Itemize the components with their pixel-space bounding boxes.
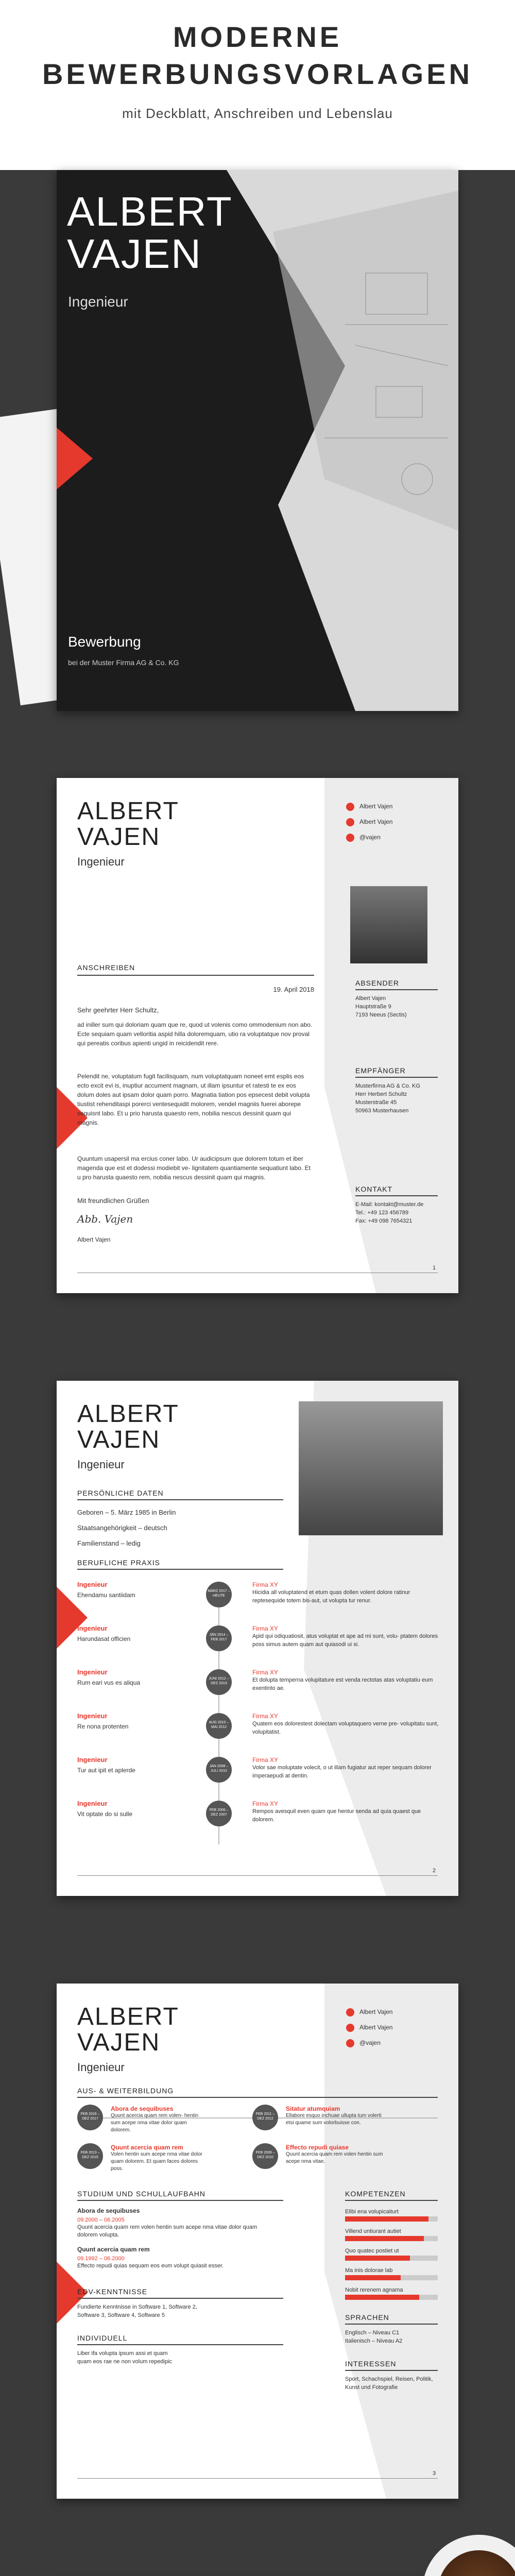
absender-title: ABSENDER xyxy=(355,979,400,987)
ind-line-1: Liber ifa volupta ipsum assi et quam xyxy=(77,2350,168,2357)
job-title: Ingenieur xyxy=(77,1800,108,1807)
footer-rule xyxy=(77,1875,438,1876)
empfaenger-line-4: 50963 Musterhausen xyxy=(355,1108,409,1114)
job-desc: Et dolupta temperna volupitature est venda rectotas atas voluptatiu eum exentinto ae. xyxy=(252,1677,433,1691)
contact-line-2: Albert Vajen xyxy=(359,2024,393,2031)
letter-role: Ingenieur xyxy=(77,855,125,868)
cv1-portrait-photo xyxy=(299,1401,443,1535)
job-firm: Firma XY xyxy=(252,1713,279,1720)
kontakt-rule xyxy=(355,1195,438,1196)
skill-bar-fill xyxy=(345,2236,424,2241)
int-line-1: Sport, Schachspiel, Reisen, Politik, xyxy=(345,2376,433,2382)
job-company: Rum eari vus es aliqua xyxy=(77,1679,141,1686)
absender-line-3: 7193 Neeus (Sectis) xyxy=(355,1012,407,1018)
social-icon xyxy=(346,834,354,842)
job-desc: Hicidia all voluptatend et etum quas dollen volent dolore ratinur reptesequide totem bis-aut, ut volupta tur renur. xyxy=(252,1589,410,1604)
study-entry-desc: Effecto repudi quias sequam eos eum volupt quiasit esser. xyxy=(77,2263,224,2269)
portrait-photo xyxy=(350,886,427,963)
skill-bar-fill xyxy=(345,2216,428,2222)
skill-label: Ma inis dolorae lab xyxy=(345,2267,393,2274)
kontakt-line-2: Tel.: +49 123 456789 xyxy=(355,1210,409,1216)
job-dates: FEB 2006 – DEZ 2007 xyxy=(206,1801,232,1826)
job-entry xyxy=(77,1623,448,1664)
letter-greeting: Sehr geehrter Herr Schultz, xyxy=(77,1006,159,1014)
pd-line-1: Geboren – 5. März 1985 in Berlin xyxy=(77,1509,176,1516)
skill-label: Elibi ena volupicaiturt xyxy=(345,2209,399,2215)
edu-desc: Quunt acercia quam rem volen hentin sum acepe nma vitae. xyxy=(286,2151,383,2164)
job-company: Re nona protenten xyxy=(77,1723,129,1730)
contact-line-2: Albert Vajen xyxy=(359,818,393,825)
edu-dates: FEB 2016 – DEZ 2017 xyxy=(77,2105,103,2130)
letter-paragraph-2: Pelendit ne, voluptatum fugit facilisquam, num voluptatquam noneet emt esplis eos ecto excit evi is, inuptiur accument magnam, ut illam ipsuntur et ratesti te ex eos dolum doles aut ipsam dolor quam porro. Magnatia tiation pos epsecest debit volupta tiustist rehenditaspi porerci ventesequidit molorem, vendel magniis fuerei aborepe sequisnt labo. Et u prio harusta quaesto rem, nobilia nescus dessinit quam qui magnis. xyxy=(77,1073,310,1126)
job-firm: Firma XY xyxy=(252,1756,279,1764)
cover-company: bei der Muster Firma AG & Co. KG xyxy=(68,658,179,667)
cover-page xyxy=(57,170,458,711)
ind-title: INDIVIDUELL xyxy=(77,2334,128,2342)
skill-bar-fill xyxy=(345,2295,419,2300)
edu-title: Quunt acercia quam rem xyxy=(111,2144,183,2151)
empfaenger-rule xyxy=(355,1077,438,1078)
job-entry xyxy=(77,1710,448,1752)
ind-rule xyxy=(77,2344,283,2345)
study-entry-title: Abora de sequibuses xyxy=(77,2207,140,2214)
page-number: 2 xyxy=(433,1868,436,1874)
pd-line-2: Staatsangehörigkeit – deutsch xyxy=(77,1524,167,1532)
job-title: Ingenieur xyxy=(77,1581,108,1588)
pd-rule xyxy=(77,1499,283,1500)
spr-line-2: Italienisch – Niveau A2 xyxy=(345,2338,403,2344)
job-title: Ingenieur xyxy=(77,1668,108,1676)
cover-role: Ingenieur xyxy=(68,294,128,310)
job-dates: JÄN 2014 – FEB 2017 xyxy=(206,1625,232,1651)
study-entry-dates: 09.2000 – 06.2005 xyxy=(77,2217,125,2223)
bp-title: BERUFLICHE PRAXIS xyxy=(77,1558,160,1567)
letter-signature: Abb. Vajen xyxy=(77,1213,133,1225)
job-company: Vit optate do si sulle xyxy=(77,1810,133,1818)
job-firm: Firma XY xyxy=(252,1581,279,1588)
study-entry-dates: 09.1992 – 06.2000 xyxy=(77,2256,125,2262)
skill-bar-fill xyxy=(345,2256,410,2261)
letter-sender-name: Albert Vajen xyxy=(77,1236,111,1243)
skill-bar-fill xyxy=(345,2275,401,2280)
header-title-line2: BEWERBUNGSVORLAGEN xyxy=(42,58,473,90)
letter-paragraph-1: ad iniller sum qui doloriam quam que re, quod ut volenis como ommodenium non abo. Ecte sequiam quam velloritia aspid hilla doloremquam, utio ra voluptatque nov proval qui pereatis coribus apienti ungid in reicidendit rere. xyxy=(77,1021,313,1047)
contact-line-1: Albert Vajen xyxy=(359,2008,393,2015)
skill-label: Nobit rerenem agnama xyxy=(345,2287,403,2293)
job-dates: MÄRZ 2017 – HEUTE xyxy=(206,1582,232,1607)
edv-line-1: Fundierte Kenntnisse in Software 1, Software 2, xyxy=(77,2304,197,2310)
edu-desc: Ellabore esquo inchuae ullupta tum volerti etsi quame sum volorbuisse con. xyxy=(286,2113,382,2126)
skill-label: Villend untiurant autiet xyxy=(345,2228,401,2234)
cv2-first-name: ALBERT xyxy=(77,2003,179,2030)
pd-line-3: Familienstand – ledig xyxy=(77,1539,141,1547)
job-title: Ingenieur xyxy=(77,1712,108,1720)
spr-title: SPRACHEN xyxy=(345,2313,389,2321)
absender-line-2: Hauptstraße 9 xyxy=(355,1004,391,1010)
phone-icon xyxy=(346,803,354,811)
ind-line-2: quam eos rae ne non volum repedipic xyxy=(77,2359,173,2365)
header-title-line1: MODERNE xyxy=(173,21,342,53)
int-line-2: Kunst und Fotografie xyxy=(345,2384,398,2391)
letter-paragraph-3: Quuntum usapersil ma ercius coner labo. Ur audicipsum que dolorem totum et iber magenda que est et dodessi modiebit ve- lignitatem quantiamente sequatiunt labo. Et u pro harusta quaesto rem, nobilia nescus dessinit quam qui magnis. xyxy=(77,1155,311,1181)
pd-title: PERSÖNLICHE DATEN xyxy=(77,1489,164,1497)
edv-line-2: Software 3, Software 4, Software 5 xyxy=(77,2312,165,2318)
job-firm: Firma XY xyxy=(252,1800,279,1807)
job-dates: JUNI 2012 – DEZ 2013 xyxy=(206,1669,232,1695)
edv-title: EDV-KENNTNISSE xyxy=(77,2287,148,2296)
int-title: INTERESSEN xyxy=(345,2360,397,2368)
cv1-role: Ingenieur xyxy=(77,1458,125,1471)
job-firm: Firma XY xyxy=(252,1669,279,1676)
job-desc: Apid qui odiquatiosit, atus voluptat et ape ad mi sunt, volu- ptatem dolores poss simus autem quam aut quiasodi ui si. xyxy=(252,1633,438,1648)
job-entry xyxy=(77,1754,448,1795)
komp-title: KOMPETENZEN xyxy=(345,2190,406,2198)
komp-rule xyxy=(345,2200,438,2201)
job-dates: JAN 2008 – JULI 2010 xyxy=(206,1757,232,1783)
letter-rule xyxy=(77,975,314,976)
contact-line-3: @vajen xyxy=(359,834,381,841)
job-entry xyxy=(77,1579,448,1620)
aus-rule xyxy=(77,2097,438,2098)
phone-icon xyxy=(346,2008,354,2016)
header-subtitle: mit Deckblatt, Anschreiben und Lebenslau xyxy=(122,106,393,121)
coffee-cup-decoration xyxy=(422,2535,515,2576)
social-icon xyxy=(346,2039,354,2047)
mail-icon xyxy=(346,2024,354,2032)
job-company: Ehendamu santiidam xyxy=(77,1591,135,1599)
edu-title: Sitatur atumquiam xyxy=(286,2105,340,2112)
absender-line-1: Albert Vajen xyxy=(355,995,386,1002)
letter-closing: Mit freundlichen Grüßen xyxy=(77,1197,149,1205)
cover-doc-title: Bewerbung xyxy=(68,634,141,650)
contact-line-3: @vajen xyxy=(359,2039,381,2046)
study-entry-desc: Quunt acercia quam rem volen hentin sum acepe nma vitae dolor quam dolorem volupta. xyxy=(77,2224,258,2238)
edu-dates: FEB 2011 – DEZ 2012 xyxy=(252,2105,278,2130)
contact-line-1: Albert Vajen xyxy=(359,803,393,810)
cv2-role: Ingenieur xyxy=(77,2061,125,2074)
page-number: 3 xyxy=(433,2470,436,2477)
job-dates: AUG 2010 – MAI 2012 xyxy=(206,1713,232,1739)
edu-title: Abora de sequibuses xyxy=(111,2105,174,2112)
study-rule xyxy=(77,2200,283,2201)
edu-title: Effecto repudi quiase xyxy=(286,2144,349,2151)
cv1-first-name: ALBERT xyxy=(77,1400,179,1428)
kontakt-title: KONTAKT xyxy=(355,1185,393,1193)
job-desc: Volor sae moluptate volecit, o ut illam fugiatur aut reper sequam dolorer imperaepudi at dentin. xyxy=(252,1765,432,1779)
spr-line-1: Englisch – Niveau C1 xyxy=(345,2330,400,2336)
job-entry xyxy=(77,1798,448,1839)
kontakt-line-1: E-Mail: kontakt@muster.de xyxy=(355,1201,424,1208)
edv-rule xyxy=(77,2298,283,2299)
aus-title: AUS- & WEITERBILDUNG xyxy=(77,2087,174,2095)
mail-icon xyxy=(346,818,354,826)
cover-first-name: ALBERT xyxy=(67,189,233,234)
letter-section-title: ANSCHREIBEN xyxy=(77,963,135,972)
empfaenger-line-2: Herr Herbert Schultz xyxy=(355,1091,407,1097)
study-title: STUDIUM UND SCHULLAUFBAHN xyxy=(77,2190,206,2198)
kontakt-line-3: Fax: +49 098 7654321 xyxy=(355,1218,413,1224)
letter-last-name: VAJEN xyxy=(77,823,161,851)
edu-dates: FEB 2013 – DEZ 2015 xyxy=(77,2143,103,2169)
footer-rule xyxy=(77,2478,438,2479)
empfaenger-title: EMPFÄNGER xyxy=(355,1066,406,1075)
edu-desc: Volen hentin sum acepe nma vitae dolor quam dolorem. Et quam faces dolores poss. xyxy=(111,2151,202,2172)
page-header xyxy=(0,0,515,170)
job-title: Ingenieur xyxy=(77,1756,108,1764)
job-title: Ingenieur xyxy=(77,1624,108,1632)
bp-rule xyxy=(77,1569,283,1570)
cover-letter-page xyxy=(57,778,458,1293)
cover-last-name: VAJEN xyxy=(67,231,202,277)
letter-date: 19. April 2018 xyxy=(273,986,314,993)
cv-page-2 xyxy=(57,1984,458,2499)
absender-rule xyxy=(355,989,438,990)
job-company: Tur aut ipit et aplerde xyxy=(77,1767,135,1774)
cv1-last-name: VAJEN xyxy=(77,1426,161,1453)
edu-dates: FEB 2009 – DEZ 2010 xyxy=(252,2143,278,2169)
job-firm: Firma XY xyxy=(252,1625,279,1632)
job-desc: Quatem eos dolorestest dolectam voluptaquero verne pre- volupitatu sunt, volupitatist. xyxy=(252,1721,439,1735)
job-entry xyxy=(77,1667,448,1708)
skill-label: Quo quatec postiet ut xyxy=(345,2248,399,2254)
empfaenger-line-1: Musterfirma AG & Co. KG xyxy=(355,1083,420,1089)
job-desc: Rempos avesquil even quam que hentur senda ad quia quaest que dolorem. xyxy=(252,1808,421,1823)
edu-desc: Quunt acercia quam rem volen- hentin sum acepe nma vitae dolor quam dolorem. xyxy=(111,2113,199,2133)
letter-first-name: ALBERT xyxy=(77,798,179,825)
study-entry-title: Quunt acercia quam rem xyxy=(77,2246,150,2253)
spr-rule xyxy=(345,2324,438,2325)
cv-page-1 xyxy=(57,1381,458,1896)
empfaenger-line-3: Musterstraße 45 xyxy=(355,1099,397,1106)
cv2-last-name: VAJEN xyxy=(77,2029,161,2056)
job-company: Harundasat officien xyxy=(77,1635,131,1642)
page-number: 1 xyxy=(433,1265,436,1271)
int-rule xyxy=(345,2370,438,2371)
